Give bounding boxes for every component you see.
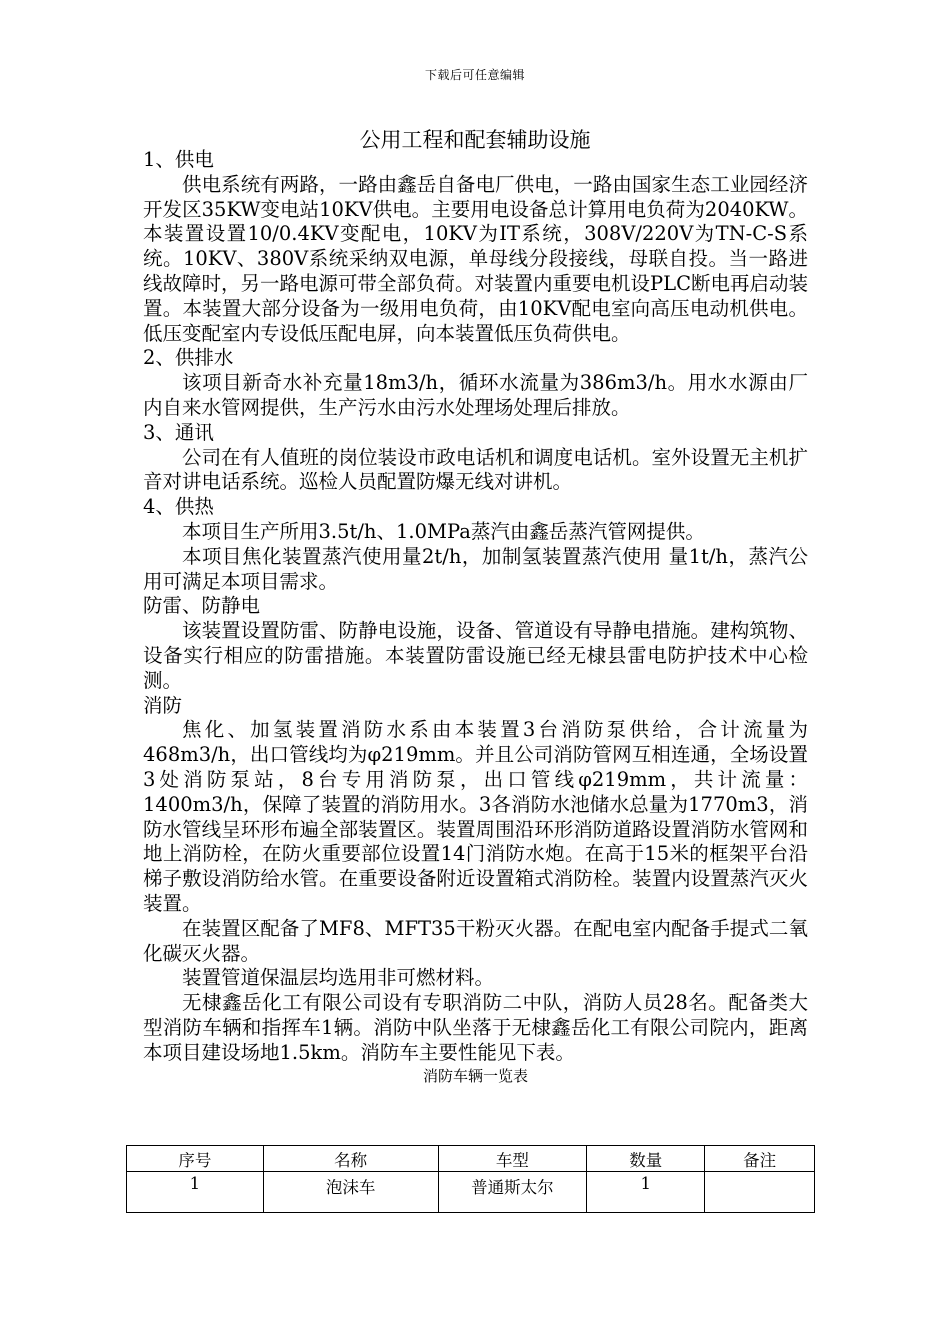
col-header-name: 名称 bbox=[263, 1146, 438, 1172]
col-header-index: 序号 bbox=[127, 1146, 264, 1172]
paragraph: 该装置设置防雷、防静电设施，设备、管道设有导静电措施。建构筑物、设备实行相应的防雷措施。本装置防雷设施已经无棣县雷电防护技术中心检测。 bbox=[143, 619, 808, 692]
paragraph: 供电系统有两路，一路由鑫岳自备电厂供电，一路由国家生态工业园经济开发区35KW变电站10KV供电。主要用电设备总计算用电负荷为2040KW。本装置设置10/0.4KV变配电，10KV为IT系统，308V/220V为TN-C-S系统。10KV、380V系统采纳双电源，单母线分段接线，母联自投。当一路进线故障时，另一路电源可带全部负荷。对装置内重要电机设PLC断电再启动装置。本装置大部分设备为一级用电负荷，由10KV配电室向高压电动机供电。低压变配室内专设低压配电屏，向本装置低压负荷供电。 bbox=[143, 172, 808, 345]
paragraph: 装置管道保温层均选用非可燃材料。 bbox=[182, 966, 495, 990]
cell-name: 泡沫车 bbox=[263, 1172, 438, 1213]
paragraph: 公司在有人值班的岗位装设市政电话机和调度电话机。室外设置无主机扩音对讲电话系统。巡检人员配置防爆无线对讲机。 bbox=[143, 445, 808, 494]
col-header-model: 车型 bbox=[438, 1146, 587, 1172]
document-title: 公用工程和配套辅助设施 bbox=[359, 128, 591, 152]
section-heading: 消防 bbox=[143, 693, 183, 717]
col-header-remarks: 备注 bbox=[705, 1146, 815, 1172]
document-body bbox=[143, 148, 808, 1087]
section-heading: 2、供排水 bbox=[143, 346, 234, 370]
header-note: 下载后可任意编辑 bbox=[424, 68, 525, 82]
section-heading: 1、供电 bbox=[143, 148, 214, 171]
paragraph: 该项目新奇水补充量18m3/h，循环水流量为386m3/h。用水水源由厂内自来水管网提供，生产污水由污水处理场处理后排放。 bbox=[143, 371, 808, 419]
section-heading: 防雷、防静电 bbox=[143, 594, 261, 618]
paragraph: 本项目生产所用3.5t/h、1.0MPa蒸汽由鑫岳蒸汽管网提供。 bbox=[182, 519, 705, 543]
cell-remarks bbox=[705, 1172, 815, 1213]
paragraph: 在装置区配备了MF8、MFT35干粉灭火器。在配电室内配备手提式二氧化碳灭火器。 bbox=[143, 916, 808, 965]
col-header-quantity: 数量 bbox=[587, 1146, 705, 1172]
table-header-row bbox=[127, 1146, 815, 1172]
cell-model: 普通斯太尔 bbox=[438, 1172, 587, 1213]
paragraph: 本项目焦化装置蒸汽使用量2t/h，加制氢装置蒸汽使用 量1t/h，蒸汽公用可满足本项目需求。 bbox=[143, 544, 808, 593]
section-heading: 4、供热 bbox=[143, 495, 214, 519]
paragraph: 无棣鑫岳化工有限公司设有专职消防二中队，消防人员28名。配备类大型消防车辆和指挥车1辆。消防中队坐落于无棣鑫岳化工有限公司院内，距离本项目建设场地1.5km。消防车主要性能见下表。 bbox=[143, 991, 808, 1064]
section-heading: 3、通讯 bbox=[143, 420, 214, 444]
cell-index: 1 bbox=[127, 1172, 264, 1213]
fire-vehicle-table bbox=[126, 1145, 815, 1213]
table-caption: 消防车辆一览表 bbox=[422, 1067, 528, 1086]
paragraph: 焦化、加氢装置消防水系由本装置3台消防泵供给，合计流量为468m3/h，出口管线均为φ219mm。并且公司消防管网互相连通，全场设置3处消防泵站，8台专用消防泵，出口管线φ219mm，共计流量：1400m3/h，保障了装置的消防用水。3各消防水池储水总量为1770m3，消防水管线呈环形布遍全部装置区。装置周围沿环形消防道路设置消防水管网和地上消防栓，在防火重要部位设置14门消防水炮。在高于15米的框架平台沿梯子敷设消防给水管。在重要设备附近设置箱式消防栓。装置内设置蒸汽灭火装置。 bbox=[143, 718, 808, 915]
cell-quantity: 1 bbox=[587, 1172, 705, 1213]
table-row bbox=[127, 1172, 815, 1213]
